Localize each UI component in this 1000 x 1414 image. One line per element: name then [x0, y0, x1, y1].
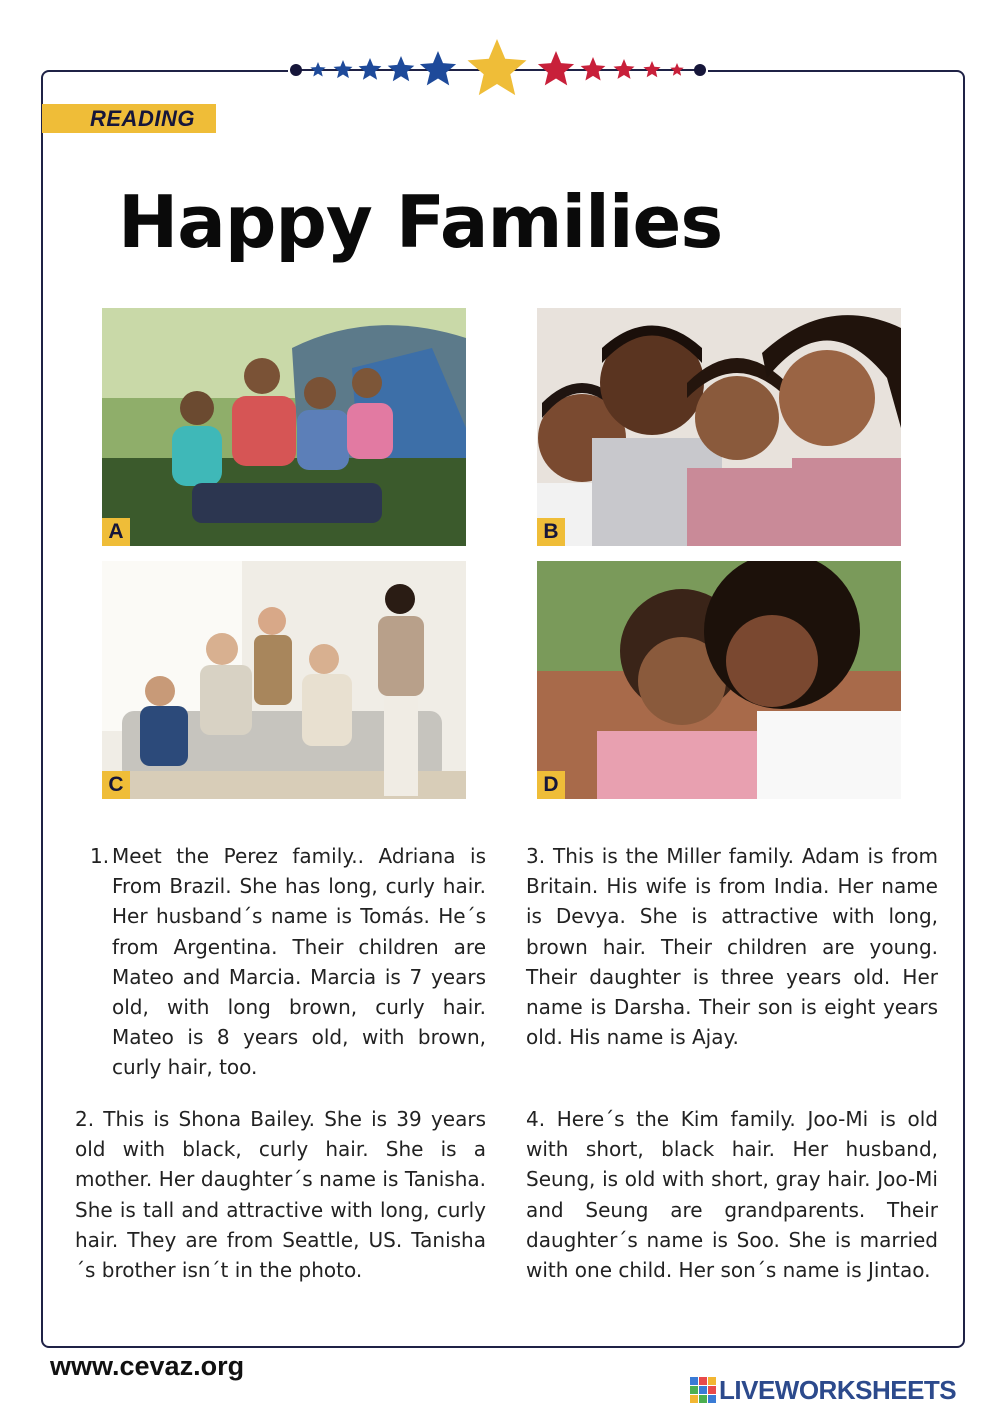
family-camping-photo-icon [102, 308, 466, 546]
paragraph-1: Meet the Perez family.. Adriana is From Brazil. She has long, curly hair. Her husband´s name is Tomás. He´s from Argentina. Their children are Mateo and Marcia. Marcia is 7 years old, with long brown, curly hair. Mateo is 8 years old, with brown, curly hair, too. [112, 844, 486, 1080]
stars-decoration [288, 36, 708, 104]
paragraph-1-number: 1. [90, 844, 110, 868]
star-icon [420, 51, 456, 85]
star-icon [643, 61, 660, 77]
section-badge: READING [42, 104, 216, 133]
footer-brand[interactable] [690, 1374, 956, 1406]
photo-a [102, 308, 466, 546]
star-icon [310, 62, 325, 77]
star-row-icon [288, 36, 708, 104]
paragraph-3: 3. This is the Miller family. Adam is from Britain. His wife is from India. Her name is Devya. She is attractive with long, brown hair. Their children are young. Their daughter is three years old. Her name is Darsha. Their son is eight years old. His name is Ajay. [526, 844, 938, 1050]
star-icon [538, 51, 574, 85]
photo-label: D [537, 771, 565, 799]
photo-b [537, 308, 901, 546]
liveworksheets-logo-icon [690, 1377, 716, 1403]
star-icon [334, 60, 353, 78]
star-icon [359, 58, 382, 80]
paragraph-4: 4. Here´s the Kim family. Joo-Mi is old with short, black hair. Her husband, Seung, is old with short, gray hair. Joo-Mi and Seung are grandparents. Their daughter´s name is Soo. She is married with one child. Her son´s name is Jintao. [526, 1107, 938, 1283]
star-icon [614, 59, 635, 79]
footer-url[interactable]: www.cevaz.org [50, 1351, 245, 1381]
star-icon [581, 57, 606, 81]
star-icon [670, 63, 683, 76]
family-selfie-photo-icon [537, 308, 901, 546]
star-icon [468, 39, 527, 95]
photo-label: A [102, 518, 130, 546]
brand-name: LIVEWORKSHEETS [719, 1374, 957, 1405]
photo-c [102, 561, 466, 799]
star-icon [388, 56, 415, 81]
photo-d [537, 561, 901, 799]
paragraph-2: 2. This is Shona Bailey. She is 39 years old with black, curly hair. She is a mother. Her daughter´s name is Tanisha. She is tall and attractive with long, curly hair. They are from Seattle, US. Tanisha´s brother isn´t in the photo. [75, 1107, 486, 1283]
mother-daughter-photo-icon [537, 561, 901, 799]
page-title: Happy Families [118, 180, 723, 264]
photo-label: C [102, 771, 130, 799]
photo-label: B [537, 518, 565, 546]
multigenerational-family-photo-icon [102, 561, 466, 799]
